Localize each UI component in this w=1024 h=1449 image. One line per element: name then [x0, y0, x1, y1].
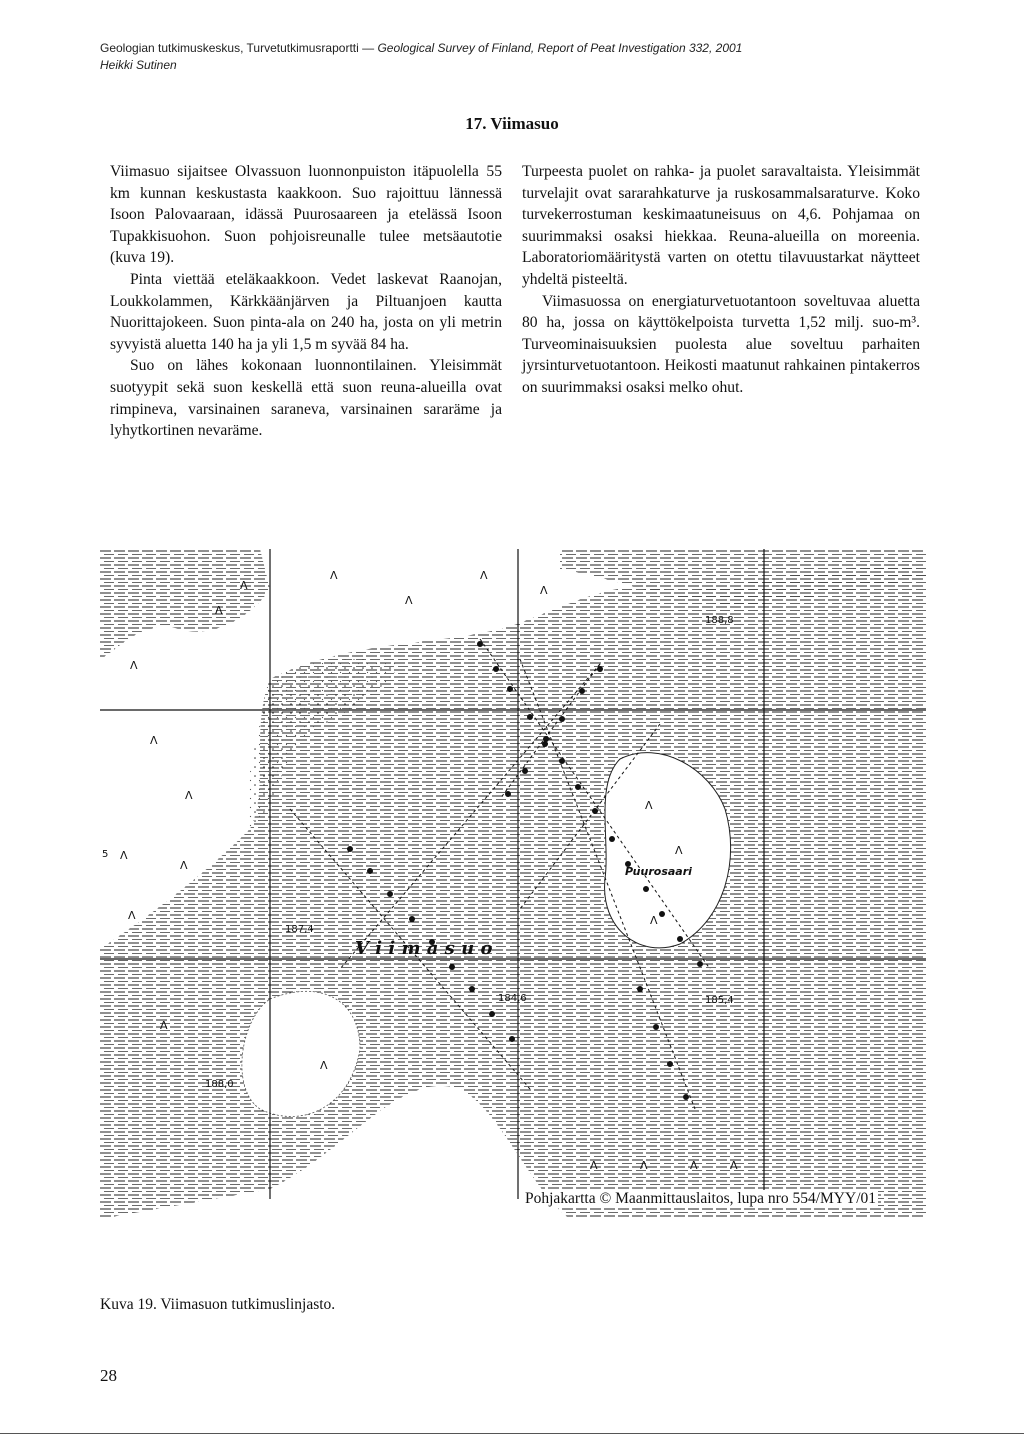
paragraph: Suo on lähes kokonaan luonnontilainen. Yleisimmät suotyypit sekä suon keskellä että suon reuna-alueilla ovat rimpineva, varsinainen saraneva, varsinainen sararäme ja lyhytkortinen nevaräme.: [110, 357, 502, 440]
map-label-island: Puurosaari: [625, 865, 692, 878]
map-label-elev: 185,4: [705, 995, 734, 1006]
header-author: Heikki Sutinen: [100, 58, 177, 72]
header-org: Geologian tutkimuskeskus, Turvetutkimusraportti —: [100, 41, 375, 55]
svg-text:Λ: Λ: [185, 789, 193, 802]
svg-text:Λ: Λ: [480, 569, 488, 582]
svg-text:Λ: Λ: [675, 844, 683, 857]
svg-text:Λ: Λ: [590, 1159, 598, 1172]
paragraph: Turpeesta puolet on rahka- ja puolet saravaltaista. Yleisimmät turvelajit ovat sararahkaturve ja ruskosammalsaraturve. Koko turvekerrostuman keskimaatuneisuus on 4,6. Pohjamaa on suurimmaksi osaksi hiekkaa. Reuna-alueilla on moreenia. Laboratoriomääritystä varten on otettu tilavuustarkat näytteet yhdeltä pisteeltä.: [522, 163, 920, 288]
map-label-elev: 188,0: [205, 1079, 234, 1090]
svg-text:Λ: Λ: [540, 584, 548, 597]
svg-text:Λ: Λ: [405, 594, 413, 607]
paragraph: Pinta viettää eteläkaakkoon. Vedet laskevat Raanojan, Loukkolammen, Kärkkäänjärven ja Piltuanjoen kautta Nuorittajokeen. Suon pinta-ala on 240 ha, josta on yli metrin syvyistä aluetta 140 ha ja yli 1,5 m syvää 84 ha.: [110, 270, 502, 353]
left-column: [110, 161, 502, 442]
right-column: [522, 161, 920, 399]
svg-text:Λ: Λ: [150, 734, 158, 747]
svg-text:Λ: Λ: [330, 569, 338, 582]
page-number: 28: [100, 1366, 117, 1385]
map-label-bog: V i i m a s u o: [355, 938, 493, 959]
section-title: 17. Viimasuo: [465, 114, 559, 133]
svg-text:Λ: Λ: [320, 1059, 328, 1072]
svg-text:Λ: Λ: [180, 859, 188, 872]
svg-text:Λ: Λ: [215, 604, 223, 617]
map-label-mark: 5: [102, 849, 109, 860]
svg-text:Λ: Λ: [640, 1159, 648, 1172]
figure-caption: Kuva 19. Viimasuon tutkimuslinjasto.: [100, 1296, 336, 1313]
svg-text:Λ: Λ: [730, 1159, 738, 1172]
svg-text:Λ: Λ: [690, 1159, 698, 1172]
svg-text:Λ: Λ: [130, 659, 138, 672]
svg-text:Λ: Λ: [240, 579, 248, 592]
paragraph: Viimasuossa on energiaturvetuotantoon soveltuvaa aluetta 80 ha, jossa on käyttökelpoista turvetta 1,52 milj. suo-m³. Turveominaisuuksien puolesta alue soveltuu parhaiten jyrsinturvetuotantoon. Heikosti maatunut rahkainen pintakerros on suurimmaksi osaksi melko ohut.: [522, 292, 920, 396]
map-label-elev: 184,6: [498, 993, 527, 1004]
map-label-elev: 188,8: [705, 615, 734, 626]
page-header: [100, 40, 940, 74]
bottom-rule: [0, 1433, 1024, 1434]
svg-text:Λ: Λ: [120, 849, 128, 862]
svg-text:Λ: Λ: [650, 914, 658, 927]
map-label-elev: 187,4: [285, 924, 314, 935]
paragraph: Viimasuo sijaitsee Olvassuon luonnonpuiston itäpuolella 55 km kunnan keskustasta kaakkoon. Suo rajoittuu lännessä Isoon Palovaaraan, idässä Puurosaareen ja etelässä Isoon Tupakkisuohon. Suon pohjoisreunalle tulee metsäautotie (kuva 19).: [110, 163, 502, 267]
svg-text:Λ: Λ: [645, 799, 653, 812]
svg-text:Λ: Λ: [160, 1019, 168, 1032]
survey-map: [100, 549, 926, 1219]
header-series: Geological Survey of Finland, Report of Peat Investigation 332, 2001: [377, 41, 743, 55]
svg-text:Λ: Λ: [128, 909, 136, 922]
map-credit: Pohjakartta © Maanmittauslaitos, lupa nro 554/MYY/01: [525, 1190, 877, 1207]
